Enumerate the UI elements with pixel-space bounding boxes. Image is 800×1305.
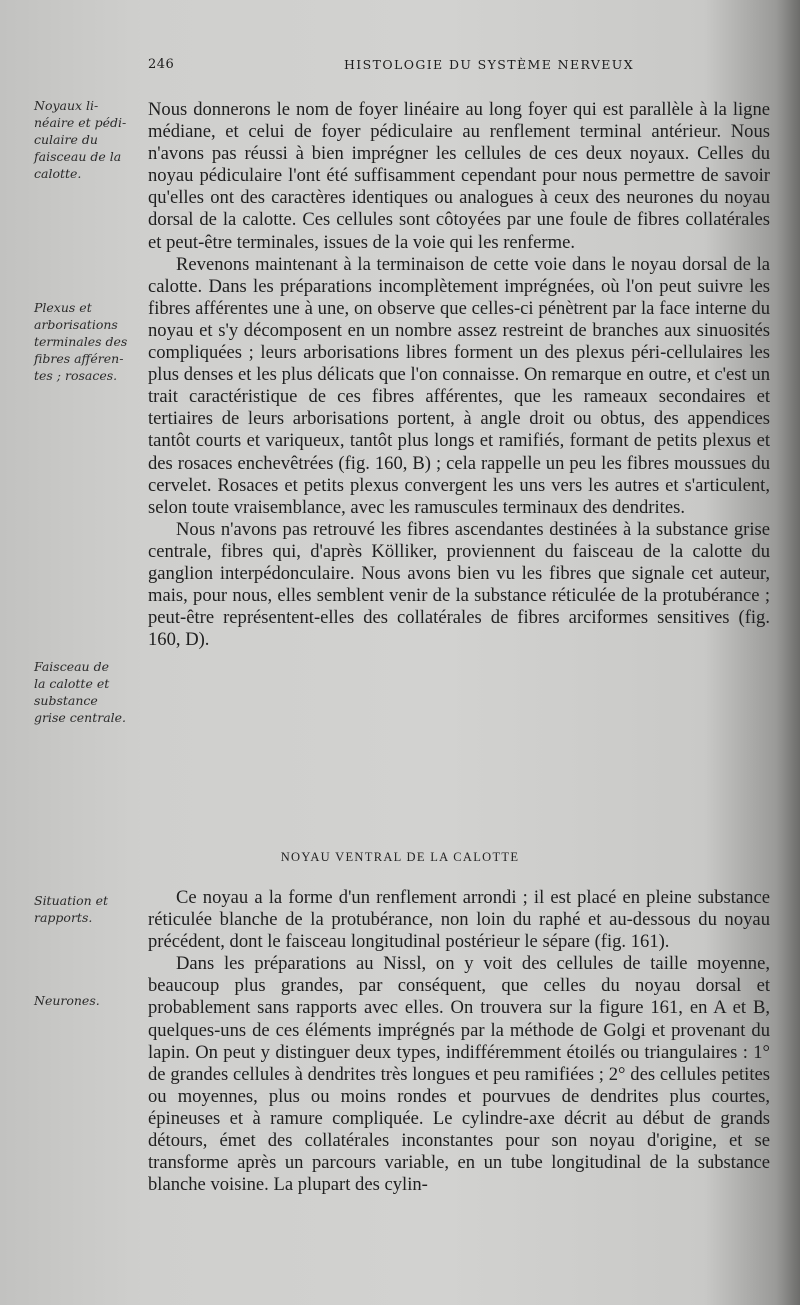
page-number: 246	[148, 57, 175, 72]
margin-note-neurones: Neurones.	[34, 993, 100, 1008]
paragraph-foyers: Nous donnerons le nom de foyer linéaire au long foyer qui est parallèle à la ligne médiane, et celui de foyer pédiculaire au renflement terminal antérieur. Nous n'avons pas réussi à bien imprégner les cellules de ces deux noyaux. Celles du noyau pédiculaire l'ont été suffisamment cependant pour nous permettre de savoir qu'elles ont des caractères identiques ou analogues à ceux des neurones du noyau dorsal de la calotte. Ces cellules sont côtoyées par une foule de fibres collatérales et peut-être terminales, issues de la voie qui les renferme.	[148, 99, 770, 253]
margin-note-situation: Situation et rapports.	[34, 893, 109, 925]
page-header	[0, 57, 800, 77]
paragraph-substance-grise: Nous n'avons pas retrouvé les fibres ascendantes destinées à la substance grise centrale, fibres qui, d'après Kölliker, proviennent du faisceau de la calotte du ganglion interpédonculaire. Nous avons bien vu les fibres que signale cet auteur, mais, pour nous, elles semblent venir de la substance réticulée de la protubérance ; peut-être représentent-elles des collatérales de fibres arciformes sensitives (fig. 160, D).	[148, 518, 770, 651]
margin-note-foyers: Noyaux li- néaire et pédi- culaire du faisceau de la calotte.	[34, 98, 127, 181]
margin-note-faisceau: Faisceau de la calotte et substance grise centrale.	[34, 659, 127, 725]
body-block-dorsal	[148, 99, 770, 651]
body-block-ventral	[148, 887, 770, 1196]
running-title: HISTOLOGIE DU SYSTÈME NERVEUX	[344, 57, 635, 72]
paragraph-terminaison: Revenons maintenant à la terminaison de cette voie dans le noyau dorsal de la calotte. Dans les préparations incomplètement imprégnées, où l'on peut suivre les fibres afférentes une à une, on observe que celles-ci pénètrent par la face interne du noyau et s'y décomposent en un nombre assez restreint de branches aux sinuosités compliquées ; leurs arborisations libres forment un des plexus péri-cellulaires les plus denses et les plus délicats que l'on connaisse. On remarque en outre, et c'est un trait caractéristique de ces fibres afférentes, que les rameaux secondaires et tertiaires de leurs arborisations portent, à angle droit ou obtus, des appendices tantôt courts et variqueux, tantôt plus longs et ramifiés, formant de petits plexus et des rosaces enchevêtrées (fig. 160, B) ; cela rappelle un peu les fibres moussues du cervelet. Rosaces et petits plexus convergent les uns vers les autres et s'articulent, selon toute vraisemblance, avec les ramuscules terminaux des dendrites.	[148, 253, 770, 518]
paragraph-situation: Ce noyau a la forme d'un renflement arrondi ; il est placé en pleine substance réticulée blanche de la protubérance, non loin du raphé et au-dessous du noyau précédent, dont le faisceau longitudinal postérieur le sépare (fig. 161).	[148, 887, 770, 953]
section-heading: NOYAU VENTRAL DE LA CALOTTE	[280, 850, 520, 864]
margin-note-plexus: Plexus et arborisations terminales des fibres afféren- tes ; rosaces.	[34, 300, 128, 383]
paragraph-neurones: Dans les préparations au Nissl, on y voit des cellules de taille moyenne, beaucoup plus grandes, par conséquent, que celles du noyau dorsal et probablement sans rapports avec elles. On trouvera sur la figure 161, en A et B, quelques-uns de ces éléments imprégnés par la méthode de Golgi et provenant du lapin. On peut y distinguer deux types, indifféremment étoilés ou triangulaires : 1° de grandes cellules à dendrites très longues et peu ramifiées ; 2° des cellules petites ou moyennes, plus ou moins rondes et pourvues de dendrites plus courtes, épineuses et à ramure compliquée. Le cylindre-axe décrit au début de grands détours, émet des collatérales inconstantes pour son noyau d'origine, et se transforme après un parcours variable, en un tube longitudinal de la substance blanche voisine. La plupart des cylin-	[148, 953, 770, 1196]
